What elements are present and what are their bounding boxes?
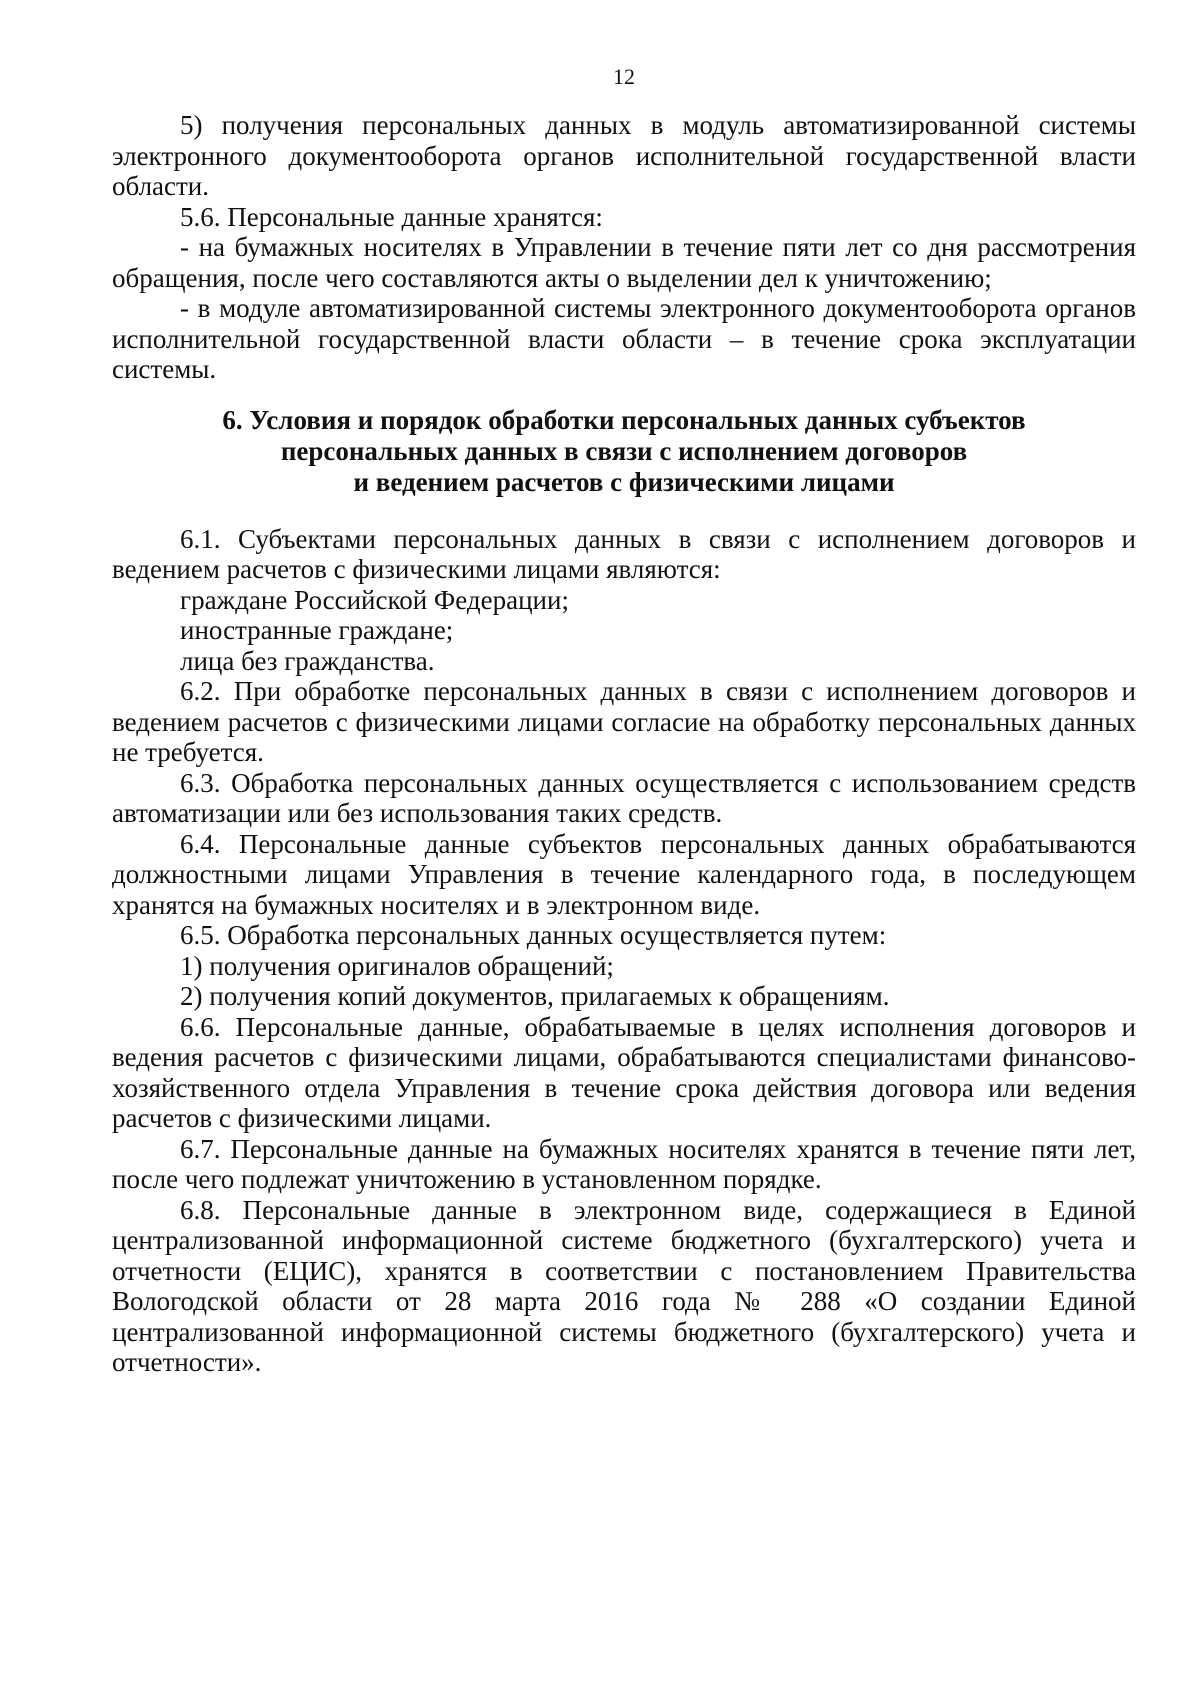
page-number: 12 (613, 64, 635, 89)
top-section (112, 110, 1136, 385)
list-item-citizens: граждане Российской Федерации; (180, 584, 569, 615)
paragraph-6-8: 6.8. Персональные данные в электронном виде, содержащиеся в Единой централизованной информационной системе бюджетного (бухгалтерского) учета и отчетности (ЕЦИС), хранятся в соответствии с постановлением Правительства Вологодской области от 28 марта 2016 года № 288 «О создании Единой централизованной информационной системы бюджетного (бухгалтерского) учета и отчетности». (112, 1194, 1136, 1377)
section-6-heading-line-2: персональных данных в связи с исполнением договоров (280, 435, 968, 466)
paragraph-5-6-paper: - на бумажных носителях в Управлении в течение пяти лет со дня рассмотрения обращения, после чего составляются акты о выделении дел к уничтожению; (112, 232, 1136, 293)
paragraph-6-2: 6.2. При обработке персональных данных в связи с исполнением договоров и ведением расчетов с физическими лицами согласие на обработку персональных данных не требуется. (112, 676, 1136, 767)
list-item-copies: 2) получения копий документов, прилагаемых к обращениям. (180, 981, 890, 1011)
paragraph-6-6: 6.6. Персональные данные, обрабатываемые в целях исполнения договоров и ведения расчетов с физическими лицами, обрабатываются специалистами финансово-хозяйственного отдела Управления в течение срока действия договора или ведения расчетов с физическими лицами. (112, 1011, 1136, 1133)
paragraph-6-5: 6.5. Обработка персональных данных осуществляется путем: (180, 920, 887, 950)
paragraph-6-3: 6.3. Обработка персональных данных осуществляется с использованием средств автоматизации или без использования таких средств. (112, 767, 1136, 828)
section-6-heading-line-3: и ведением расчетов с физическими лицами (353, 466, 895, 497)
paragraph-5-6-electronic: - в модуле автоматизированной системы электронного документооборота органов исполнительной государственной власти области – в течение срока эксплуатации системы. (112, 293, 1136, 384)
list-item-stateless: лица без гражданства. (180, 645, 435, 676)
paragraph-5-6: 5.6. Персональные данные хранятся: (180, 201, 603, 232)
paragraph-6-7: 6.7. Персональные данные на бумажных носителях хранятся в течение пяти лет, после чего подлежат уничтожению в установленном порядке. (112, 1133, 1136, 1194)
section-6-body (112, 524, 1136, 1378)
section-6-heading (112, 405, 1136, 498)
section-6-heading-line-1: 6. Условия и порядок обработки персональных данных субъектов (222, 404, 1026, 435)
paragraph-6-4: 6.4. Персональные данные субъектов персональных данных обрабатываются должностными лицами Управления в течение календарного года, в последующем хранятся на бумажных носителях и в электронном виде. (112, 828, 1136, 920)
list-item-foreign-citizens: иностранные граждане; (180, 615, 454, 645)
list-item-originals: 1) получения оригиналов обращений; (180, 950, 614, 981)
paragraph-6-1: 6.1. Субъектами персональных данных в связи с исполнением договоров и ведением расчетов с физическими лицами являются: (112, 523, 1136, 584)
paragraph-5-5-item: 5) получения персональных данных в модуль автоматизированной системы электронного документооборота органов исполнительной государственной власти области. (112, 110, 1136, 201)
